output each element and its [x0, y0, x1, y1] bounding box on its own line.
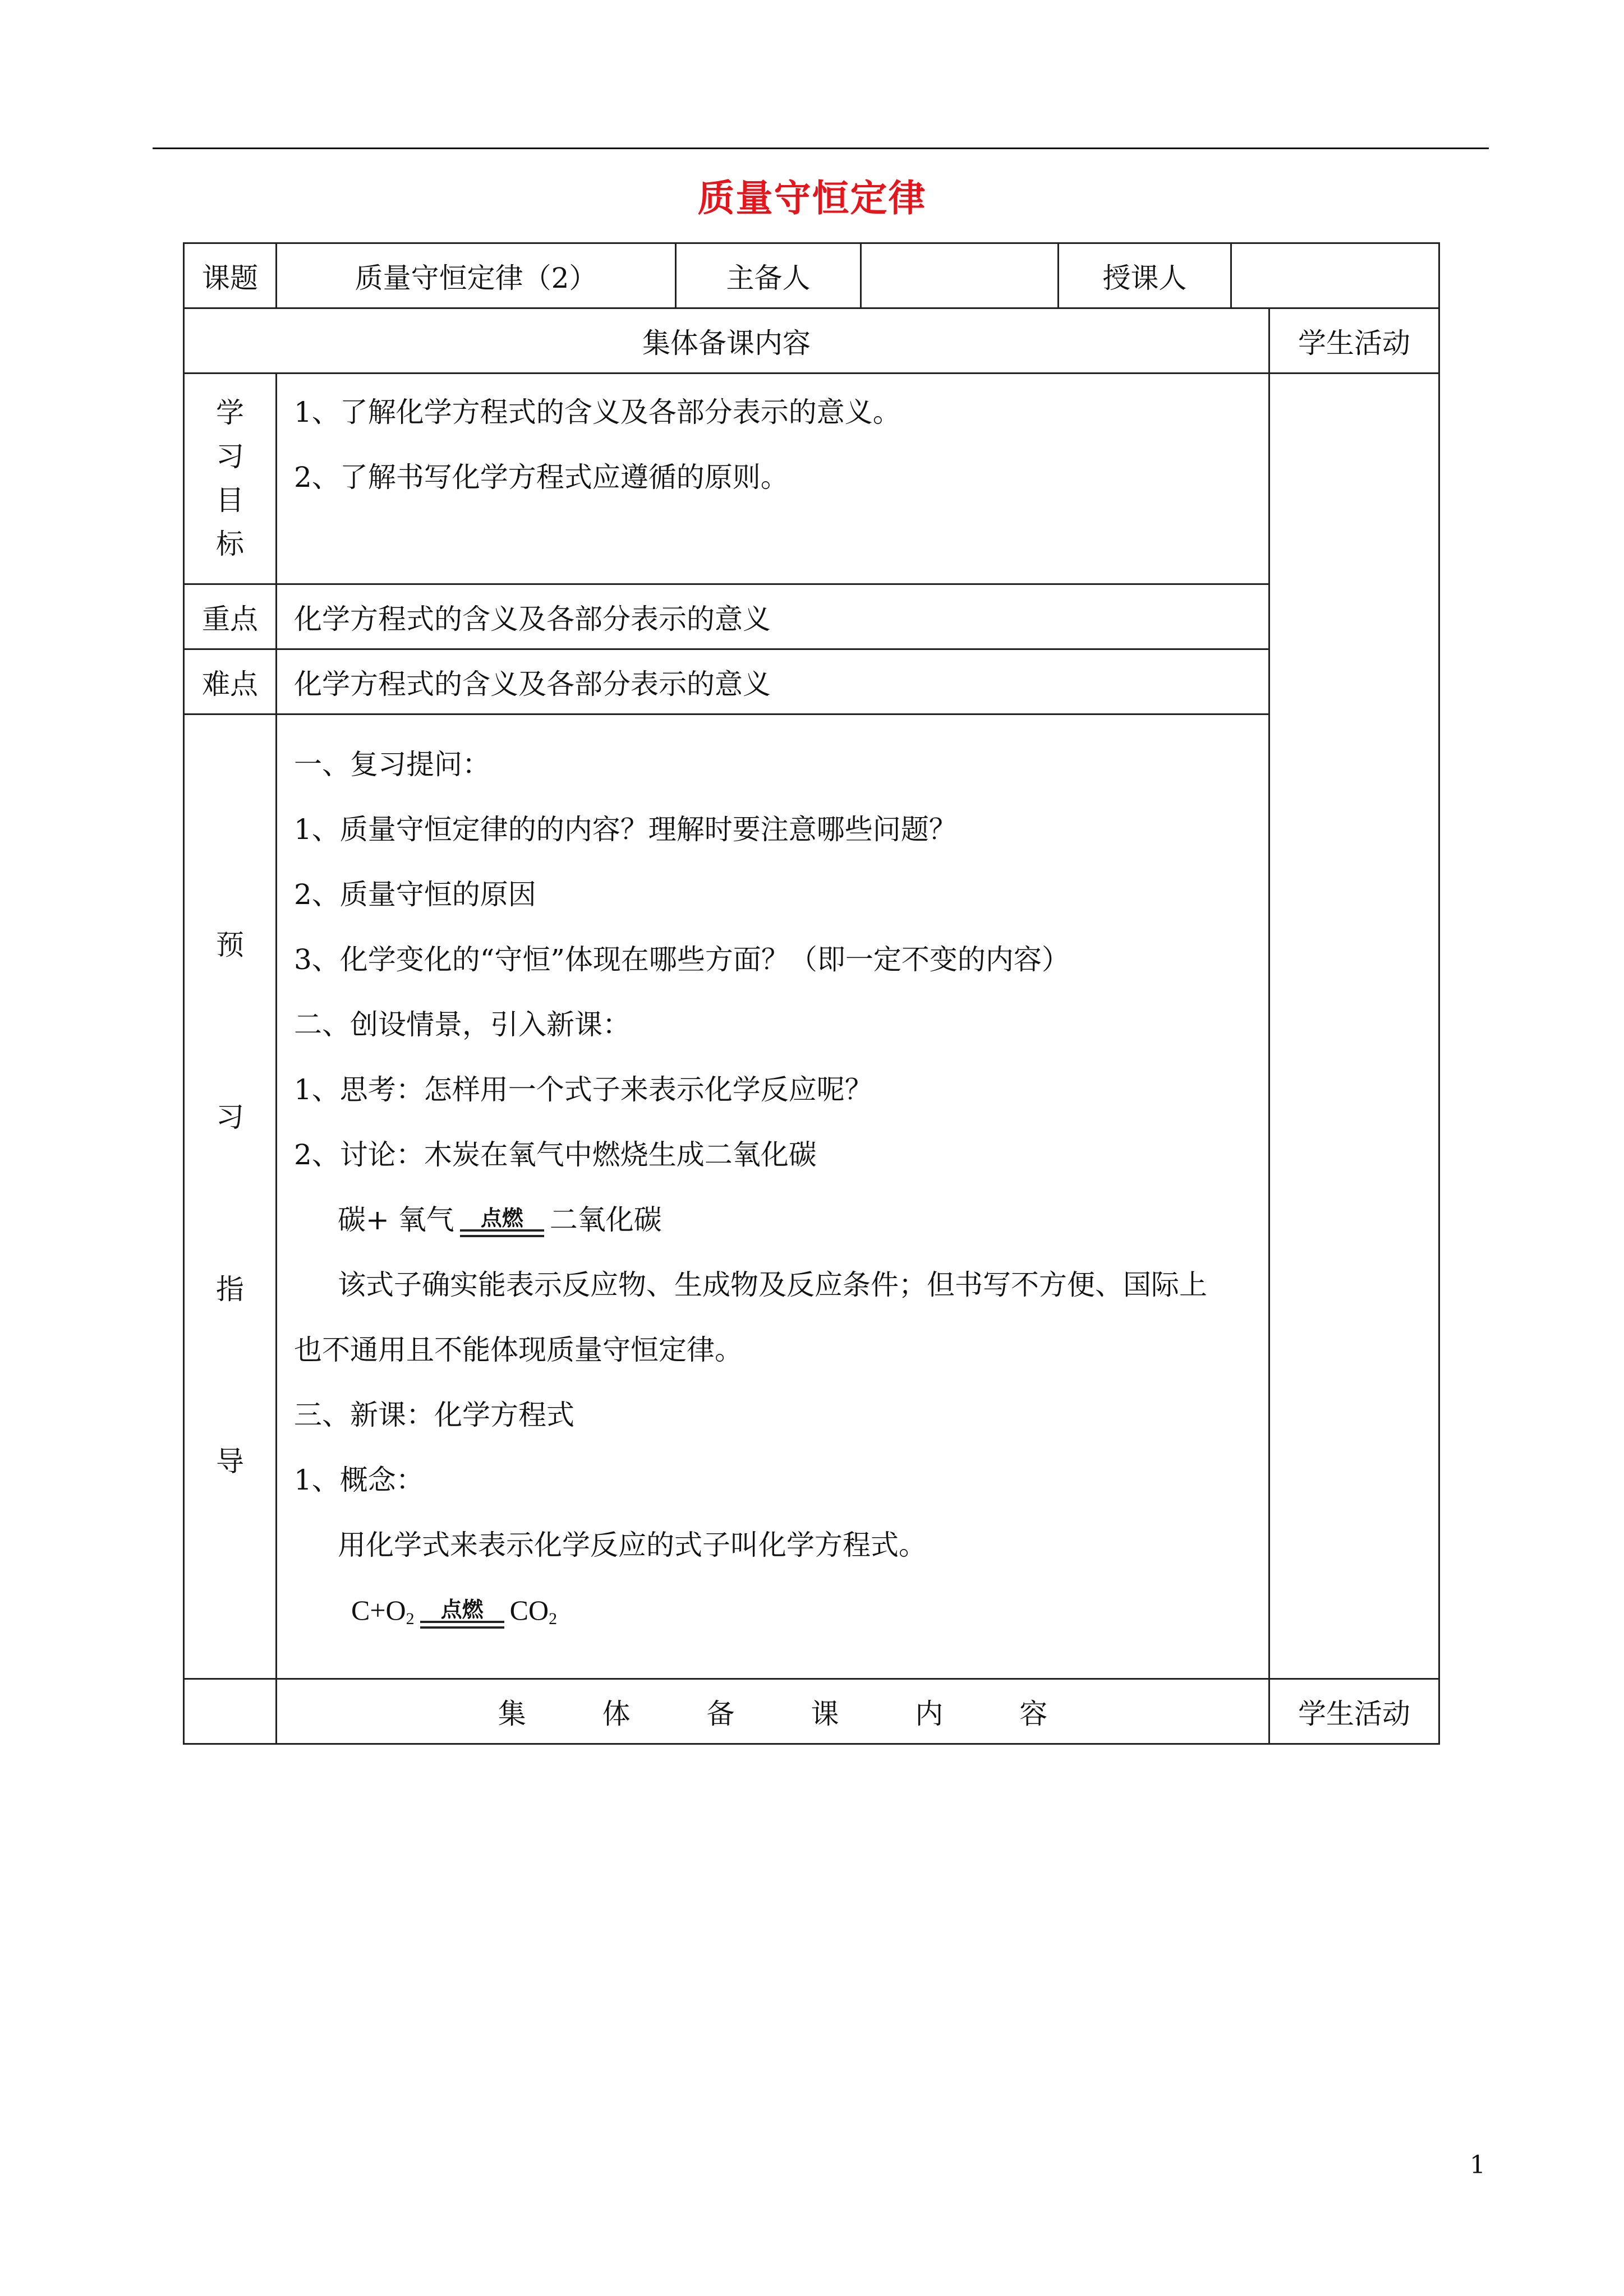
guide-content — [277, 714, 1269, 1679]
student-activity-header: 学生活动 — [1269, 308, 1439, 374]
footer-student-activity: 学生活动 — [1269, 1679, 1439, 1744]
preparer-label: 主备人 — [676, 243, 861, 308]
chemical-formula: $C+O_2$ 点燃 $CO_2$ — [351, 1594, 558, 1628]
difficulty-row — [184, 649, 1439, 714]
key-point-text: 化学方程式的含义及各部分表示的意义 — [277, 584, 1269, 649]
guide-row — [184, 714, 1439, 1679]
footer-row — [184, 1679, 1439, 1744]
guide-line: 3、化学变化的“守恒”体现在哪些方面？（即一定不变的内容） — [294, 943, 1070, 976]
word-equation: 碳+ 氧气 点燃 二氧化碳 — [338, 1204, 662, 1236]
concept-label: 1、概念： — [294, 1464, 424, 1496]
key-point-label: 重点 — [184, 584, 277, 649]
difficulty-label: 难点 — [184, 649, 277, 714]
student-activity-cell — [1269, 374, 1439, 1679]
new-lesson-heading: 三、新课：化学方程式 — [294, 1399, 574, 1431]
teacher-label: 授课人 — [1059, 243, 1231, 308]
objectives-label: 学 习 目 标 — [184, 374, 277, 584]
section-header-row — [184, 308, 1439, 374]
paragraph-line: 该式子确实能表示反应物、生成物及反应条件；但书写不方便、国际上 — [338, 1269, 1207, 1301]
header-row — [184, 243, 1439, 308]
topic-label: 课题 — [184, 243, 277, 308]
guide-line: 2、质量守恒的原因 — [294, 878, 536, 911]
objectives-content — [277, 374, 1269, 584]
difficulty-text: 化学方程式的含义及各部分表示的意义 — [277, 649, 1269, 714]
lesson-plan-table — [183, 242, 1440, 1745]
guide-line: 2、讨论：木炭在氧气中燃烧生成二氧化碳 — [294, 1138, 817, 1171]
topic-value: 质量守恒定律（2） — [277, 243, 676, 308]
reaction-arrow: 点燃 — [420, 1598, 504, 1629]
footer-collective-content: 集 体 备 课 内 容 — [277, 1679, 1269, 1744]
footer-empty-cell — [184, 1679, 277, 1744]
objectives-row — [184, 374, 1439, 584]
guide-line: 1、思考：怎样用一个式子来表示化学反应呢？ — [294, 1073, 873, 1106]
guide-line: 1、质量守恒定律的的内容？理解时要注意哪些问题？ — [294, 813, 957, 846]
concept-text: 用化学式来表示化学反应的式子叫化学方程式。 — [338, 1529, 927, 1561]
guide-label: 预 习 指 导 — [184, 714, 277, 1679]
objective-item: 2、了解书写化学方程式应遵循的原则。 — [294, 461, 789, 494]
objective-item: 1、了解化学方程式的含义及各部分表示的意义。 — [294, 396, 901, 428]
reaction-arrow: 点燃 — [460, 1207, 544, 1237]
paragraph-line: 也不通用且不能体现质量守恒定律。 — [294, 1334, 743, 1366]
page-title: 质量守恒定律 — [697, 177, 927, 220]
collective-content-header: 集体备课内容 — [184, 308, 1269, 374]
teacher-value — [1231, 243, 1439, 308]
preparer-value — [861, 243, 1059, 308]
guide-line: 二、创设情景，引入新课： — [294, 1008, 631, 1041]
top-rule — [153, 147, 1489, 149]
key-point-row — [184, 584, 1439, 649]
page-number: 1 — [1470, 2151, 1485, 2179]
guide-line: 一、复习提问： — [294, 748, 490, 781]
